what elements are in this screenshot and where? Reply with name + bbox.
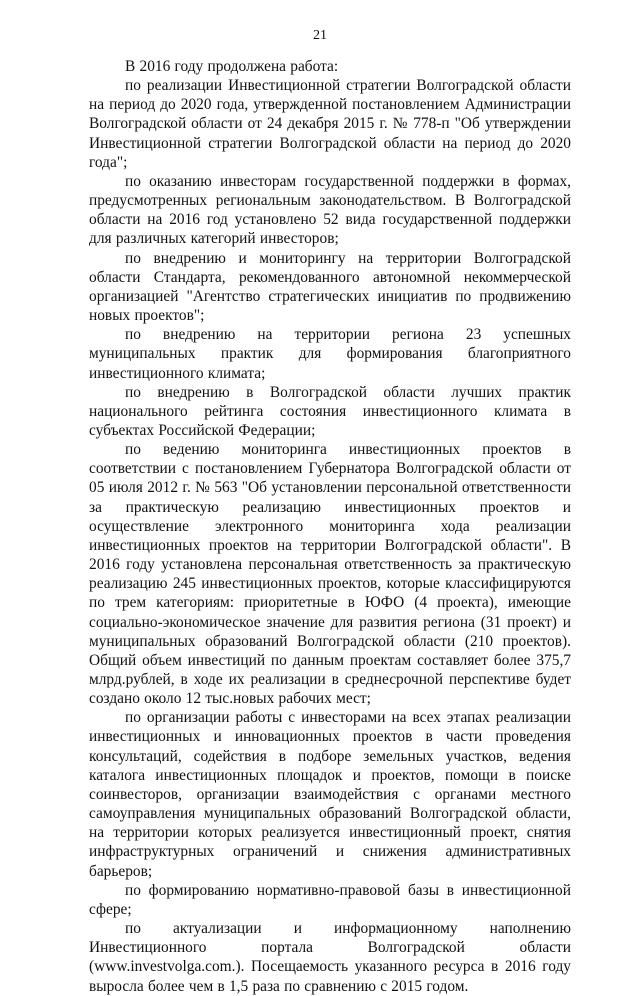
page-number: 21	[313, 28, 327, 43]
paragraph-investment-strategy: по реализации Инвестиционной стратегии Волгоградской области на период до 2020 года, утвержденной постановлением Администрации Волгоградской области от 24 декабря 2015 г. № 778-п "Об утверждении Инвестиционной стратегии Волгоградской области на период до 2020 года";	[89, 77, 571, 171]
paragraph-national-rating: по внедрению в Волгоградской области лучших практик национального рейтинга состояния инвестиционного климата в субъектах Российской Федерации;	[89, 383, 571, 439]
paragraph-project-monitoring: по ведению мониторинга инвестиционных проектов в соответствии с постановлением Губернатора Волгоградской области от 05 июля 2012 г. № 563 "Об установлении персональной ответственности за практическую реализацию инвестиционных проектов и осуществление электронного мониторинга хода реализации инвестиционных проектов на территории Волгоградской области". В 2016 году установлена персональная ответственность за практическую реализацию 245 инвестиционных проектов, которые классифицируются по трем категориям: приоритетные в ЮФО (4 проекта), имеющие социально-экономическое значение для развития региона (31 проект) и муниципальных образований Волгоградской области (210 проектов). Общий объем инвестиций по данным проектам составляет более 375,7 млрд.рублей, в ходе их реализации в среднесрочной перспективе будет создано около 12 тыс.новых рабочих мест;	[89, 441, 571, 708]
paragraph-municipal-practices: по внедрению на территории региона 23 успешных муниципальных практик для формирования благоприятного инвестиционного климата;	[89, 326, 571, 382]
paragraph-investment-portal: по актуализации и информационному наполнению Инвестиционного портала Волгоградской области (www.investvolga.com.). Посещаемость указанного ресурса в 2016 году выросла более чем в 1,5 раза по сравнению с 2015 годом.	[89, 920, 571, 995]
paragraph-state-support: по оказанию инвесторам государственной поддержки в формах, предусмотренных региональным законодательством. В Волгоградской области на 2016 год установлено 52 вида государственной поддержки для различных категорий инвесторов;	[89, 172, 571, 248]
paragraph-standard-monitoring: по внедрению и мониторингу на территории Волгоградской области Стандарта, рекомендованного автономной некоммерческой организацией "Агентство стратегических инициатив по продвижению новых проектов";	[89, 249, 571, 325]
document-body	[89, 57, 571, 996]
paragraph-regulatory-base: по формированию нормативно-правовой базы в инвестиционной сфере;	[89, 881, 571, 918]
paragraph-investor-work: по организации работы с инвесторами на всех этапах реализации инвестиционных и инновационных проектов в части проведения консультаций, содействия в подборе земельных участков, ведения каталога инвестиционных площадок и проектов, помощи в поиске соинвесторов, организации взаимодействия с органами местного самоуправления муниципальных образований Волгоградской области, на территории которых реализуется инвестиционный проект, снятия инфраструктурных ограничений и снижения административных барьеров;	[89, 709, 571, 880]
paragraph-intro: В 2016 году продолжена работа:	[125, 58, 339, 75]
